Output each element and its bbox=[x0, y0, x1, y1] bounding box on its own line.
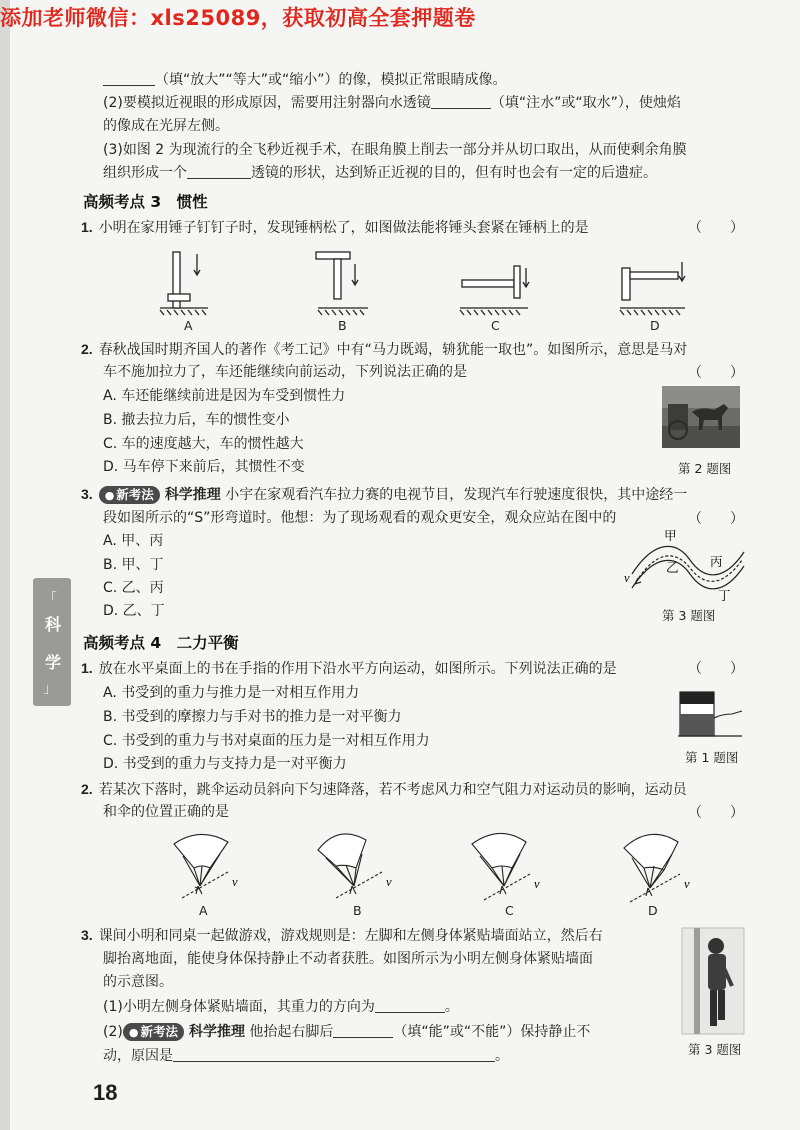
bracket-top-icon: 「 bbox=[43, 591, 57, 607]
horse-carriage-image bbox=[662, 386, 740, 448]
fig-label-yi: 乙 bbox=[666, 561, 679, 575]
answer-paren[interactable]: （ ） bbox=[688, 661, 744, 677]
option-label-C[interactable]: C bbox=[491, 318, 500, 333]
s4-q3-sub2: (2) ● 新考法 科学推理 他抬起右脚后 （填“能”或“不能”）保持静止不 bbox=[103, 1024, 591, 1040]
intro-line-5: 组织形成一个 透镜的形状，达到矫正近视的目的，但有时也会有一定的后遗症。 bbox=[103, 165, 657, 181]
option-label-B[interactable]: B bbox=[338, 318, 347, 333]
new-method-tag: ● 新考法 bbox=[99, 486, 160, 504]
answer-paren[interactable]: （ ） bbox=[688, 511, 744, 527]
book-on-table-figure bbox=[678, 688, 744, 742]
option-label-C[interactable]: C bbox=[505, 903, 514, 918]
fig-label-jia: 甲 bbox=[664, 529, 677, 543]
s4-q3-stem-3: 的示意图。 bbox=[103, 974, 173, 990]
option-label-D[interactable]: D bbox=[648, 903, 658, 918]
v-label: v bbox=[232, 875, 238, 889]
page-number: 18 bbox=[93, 1080, 118, 1105]
intro-line-3: 的像成在光屏左侧。 bbox=[103, 118, 229, 134]
option-label-A[interactable]: A bbox=[184, 318, 193, 333]
answer-blank[interactable] bbox=[375, 998, 445, 1013]
s4-q2-stem-2: 和伞的位置正确的是 bbox=[103, 804, 229, 820]
section-title-balance: 高频考点 4 二力平衡 bbox=[83, 634, 239, 652]
option-label-B[interactable]: B bbox=[353, 903, 362, 918]
figure-caption: 第 1 题图 bbox=[685, 750, 739, 765]
v-label: v bbox=[534, 877, 540, 891]
side-tab-char-1: 科 bbox=[44, 615, 61, 634]
s4-q3-sub1: (1)小明左侧身体紧贴墙面，其重力的方向为 。 bbox=[103, 999, 459, 1015]
v-label: v bbox=[684, 877, 690, 891]
s4-q1-option-d[interactable]: D. 书受到的重力与支持力是一对平衡力 bbox=[103, 756, 347, 772]
hammer-figures bbox=[150, 240, 710, 332]
s4-q1-stem: 1. 放在水平桌面上的书在手指的作用下沿水平方向运动，如图所示。下列说法正确的是 bbox=[81, 660, 617, 677]
answer-blank[interactable] bbox=[103, 71, 155, 86]
s3-q2-option-d[interactable]: D. 马车停下来前后，其惯性不变 bbox=[103, 459, 305, 475]
s3-q3-stem-1: 3. ● 新考法 科学推理 小宇在家观看汽车拉力赛的电视节目，发现汽车行驶速度很快，其中途经一 bbox=[81, 486, 688, 503]
s3-q3-option-a[interactable]: A. 甲、丙 bbox=[103, 533, 164, 549]
parachute-figures bbox=[150, 828, 710, 904]
s3-q3-stem-2: 段如图所示的“S”形弯道时。他想：为了现场观看的观众更安全，观众应站在图中的 bbox=[103, 510, 617, 526]
figure-caption: 第 3 题图 bbox=[688, 1042, 742, 1057]
answer-paren[interactable]: （ ） bbox=[688, 805, 744, 821]
option-label-A[interactable]: A bbox=[199, 903, 208, 918]
s4-q2-stem-1: 2. 若某次下落时，跳伞运动员斜向下匀速降落，若不考虑风力和空气阻力对运动员的影响，运动员 bbox=[81, 781, 687, 798]
s3-q2-option-c[interactable]: C. 车的速度越大，车的惯性越大 bbox=[103, 436, 304, 452]
bracket-bottom-icon: 」 bbox=[43, 681, 57, 697]
intro-line-4: (3)如图 2 为现流行的全飞秒近视手术，在眼角膜上削去一部分并从切口取出，从而使剩余角膜 bbox=[103, 142, 687, 158]
boy-against-wall-photo bbox=[682, 928, 744, 1034]
figure-caption: 第 3 题图 bbox=[662, 608, 716, 623]
s4-q1-option-c[interactable]: C. 书受到的重力与书对桌面的压力是一对相互作用力 bbox=[103, 733, 430, 749]
s4-q3-sub2-line2: 动，原因是 。 bbox=[103, 1048, 509, 1064]
s3-q2-option-b[interactable]: B. 撤去拉力后，车的惯性变小 bbox=[103, 412, 290, 428]
fig-label-ding: 丁 bbox=[718, 589, 731, 603]
s3-q2-option-a[interactable]: A. 车还能继续前进是因为车受到惯性力 bbox=[103, 388, 346, 404]
answer-blank[interactable] bbox=[173, 1047, 495, 1062]
s4-q1-option-a[interactable]: A. 书受到的重力与推力是一对相互作用力 bbox=[103, 685, 360, 701]
s3-q3-option-b[interactable]: B. 甲、丁 bbox=[103, 557, 164, 573]
bulb-icon: ● bbox=[104, 489, 115, 502]
s3-q2-stem-1: 2. 春秋战国时期齐国人的著作《考工记》中有“马力既竭，辀犹能一取也”。如图所示，意思是马对 bbox=[81, 341, 688, 358]
intro-line-2: (2)要模拟近视眼的形成原因，需要用注射器向水透镜 （填“注水”或“取水”），使烛焰 bbox=[103, 95, 681, 111]
answer-paren[interactable]: （ ） bbox=[688, 365, 744, 381]
watermark: 添加老师微信：xls25089，获取初高全套押题卷 bbox=[0, 6, 476, 30]
intro-line-1: （填“放大”“等大”或“缩小”）的像，模拟正常眼睛成像。 bbox=[103, 70, 507, 90]
section-title-inertia: 高频考点 3 惯性 bbox=[83, 193, 208, 211]
binding-edge bbox=[0, 0, 10, 1130]
subject-side-tab bbox=[33, 578, 71, 706]
s3-q1-stem: 1. 小明在家用锤子钉钉子时，发现锤柄松了，如图做法能将锤头套紧在锤柄上的是 bbox=[81, 219, 589, 236]
answer-blank[interactable] bbox=[187, 164, 251, 179]
side-tab-char-2: 学 bbox=[44, 653, 61, 672]
s4-q3-stem-2: 脚抬离地面，能使身体保持静止不动者获胜。如图所示为小明左侧身体紧贴墙面 bbox=[103, 951, 593, 967]
option-label-D[interactable]: D bbox=[650, 318, 660, 333]
s-curve-road-figure bbox=[624, 530, 750, 604]
answer-paren[interactable]: （ ） bbox=[688, 220, 744, 236]
v-label: v bbox=[386, 875, 392, 889]
new-method-tag: ● 新考法 bbox=[123, 1023, 184, 1041]
bulb-icon: ● bbox=[128, 1026, 139, 1039]
fig-label-bing: 丙 bbox=[710, 555, 723, 569]
s3-q3-option-c[interactable]: C. 乙、丙 bbox=[103, 580, 164, 596]
figure-caption: 第 2 题图 bbox=[678, 461, 732, 476]
fig-label-v: v bbox=[624, 571, 630, 585]
answer-blank[interactable] bbox=[333, 1023, 393, 1038]
s4-q3-stem-1: 3. 课间小明和同桌一起做游戏，游戏规则是：左脚和左侧身体紧贴墙面站立，然后右 bbox=[81, 927, 603, 944]
s3-q3-option-d[interactable]: D. 乙、丁 bbox=[103, 603, 165, 619]
answer-blank[interactable] bbox=[431, 94, 491, 109]
s3-q2-stem-2: 车不施加拉力了，车还能继续向前运动，下列说法正确的是 bbox=[103, 364, 467, 380]
s4-q1-option-b[interactable]: B. 书受到的摩擦力与手对书的推力是一对平衡力 bbox=[103, 709, 402, 725]
